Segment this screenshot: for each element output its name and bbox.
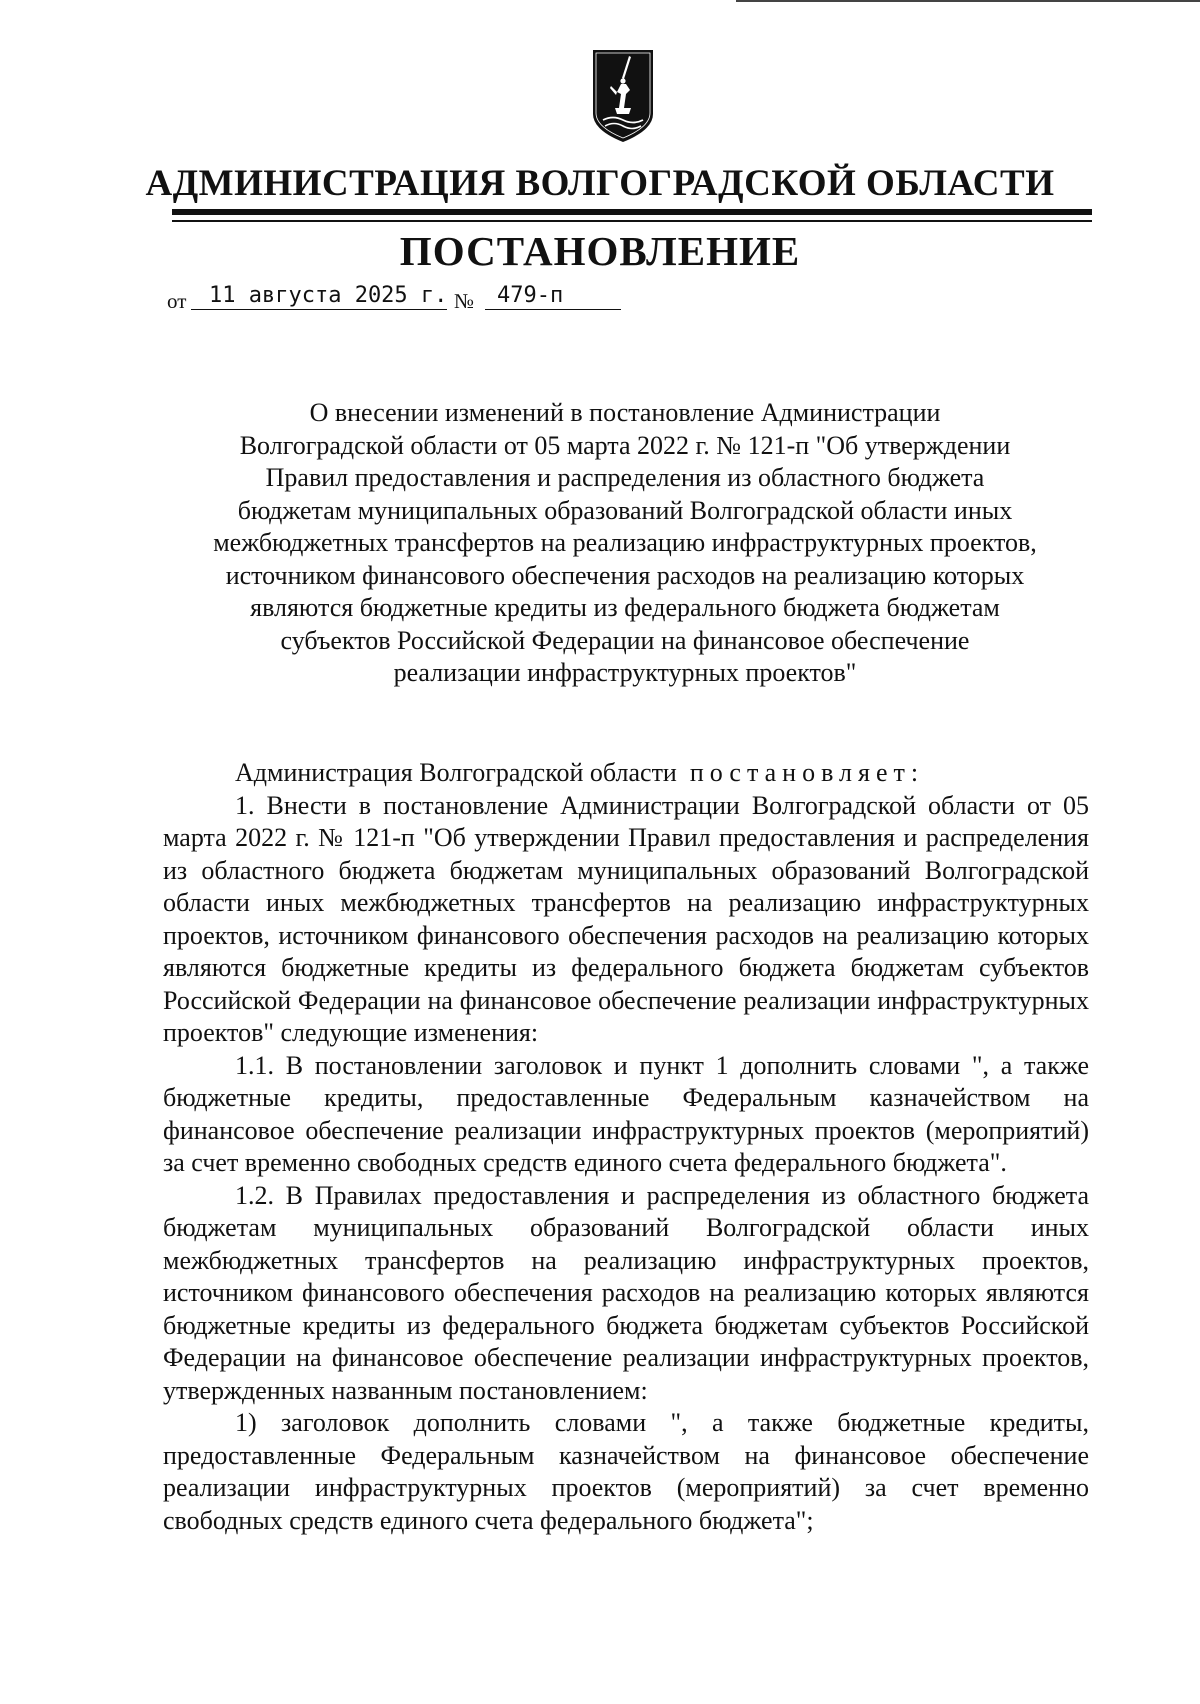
paragraph-1-2-item-1: 1) заголовок дополнить словами ", а также бюджетные кредиты, предоставленные Федеральным казначейством на финансовое обеспечение реализации инфраструктурных проектов (мероприятий) за счет временно свободных средств единого счета федерального бюджета";	[163, 1408, 1089, 1535]
subject-line: Правил предоставления и распределения из областного бюджета	[265, 463, 985, 492]
document-body	[163, 757, 1089, 1537]
number-label: №	[454, 289, 475, 313]
from-label: от	[167, 289, 187, 313]
subject-line: источником финансового обеспечения расходов на реализацию которых	[225, 560, 1025, 590]
subject-line: О внесении изменений в постановление Администрации	[309, 398, 941, 427]
paragraph-1-2: 1.2. В Правилах предоставления и распределения из областного бюджета бюджетам муниципальных образований Волгоградской области иных межбюджетных трансфертов на реализацию инфраструктурных проектов, источником финансового обеспечения расходов на реализацию которых являются бюджетные кредиты из федерального бюджета бюджетам субъектов Российской Федерации на финансовое обеспечение реализации инфраструктурных проектов, утвержденных названным постановлением:	[163, 1180, 1089, 1405]
subject-line: межбюджетных трансфертов на реализацию инфраструктурных проектов,	[213, 528, 1037, 557]
document-date: 11 августа 2025 г.	[191, 283, 447, 310]
document-number: 479-п	[485, 283, 621, 310]
preamble-text: Администрация Волгоградской области	[235, 758, 677, 787]
subject-line: субъектов Российской Федерации на финансовое обеспечение	[280, 625, 970, 655]
decree-word: постановляет:	[689, 758, 925, 787]
document-subject	[160, 397, 1090, 690]
header-rule-thick	[172, 209, 1092, 215]
organization-title: АДМИНИСТРАЦИЯ ВОЛГОГРАДСКОЙ ОБЛАСТИ	[145, 163, 1055, 204]
paragraph-1: 1. Внести в постановление Администрации Волгоградской области от 05 марта 2022 г. № 121-п "Об утверждении Правил предоставления и распределения из областного бюджета бюджетам муниципальных образований Волгоградской области иных межбюджетных трансфертов на реализацию инфраструктурных проектов, источником финансового обеспечения расходов на реализацию которых являются бюджетные кредиты из федерального бюджета бюджетам субъектов Российской Федерации на финансовое обеспечение реализации инфраструктурных проектов" следующие изменения:	[163, 790, 1089, 1047]
subject-line: бюджетам муниципальных образований Волгоградской области иных	[237, 495, 1013, 525]
header-rule-thin	[172, 220, 1092, 222]
document-type-title: ПОСТАНОВЛЕНИЕ	[399, 228, 801, 274]
subject-line: являются бюджетные кредиты из федерального бюджета бюджетам	[250, 593, 1000, 622]
date-number-line	[167, 278, 627, 318]
volgograd-coat-of-arms-icon	[591, 48, 655, 144]
preamble-paragraph	[163, 757, 1089, 790]
paragraph-1-1: 1.1. В постановлении заголовок и пункт 1 дополнить словами ", а также бюджетные кредиты, предоставленные Федеральным казначейством на финансовое обеспечение реализации инфраструктурных проектов (мероприятий) за счет временно свободных средств единого счета федерального бюджета".	[163, 1050, 1089, 1177]
subject-line: Волгоградской области от 05 марта 2022 г. № 121-п "Об утверждении	[239, 430, 1011, 460]
top-edge-rule	[736, 0, 1200, 2]
subject-line: реализации инфраструктурных проектов"	[393, 658, 857, 687]
